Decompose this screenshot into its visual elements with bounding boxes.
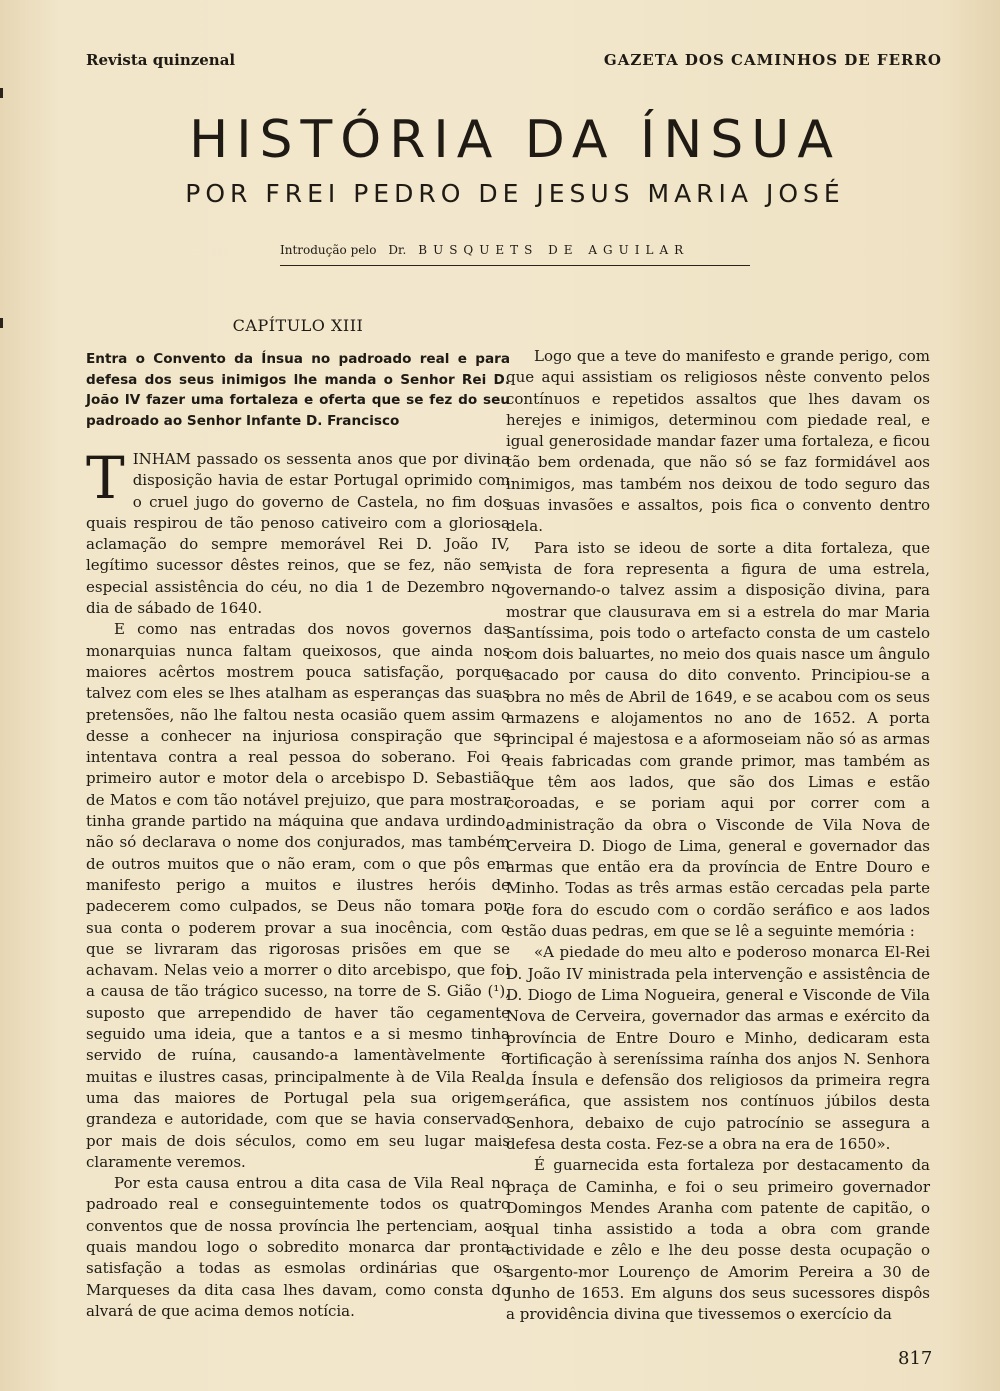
introduction-byline: [280, 243, 750, 266]
paragraph: Para isto se ideou de sorte a dita fortaleza, que vista de fora representa a figura de uma estrela, governando-o talvez assim a disposição divina, para mostrar que clausurava em si a estrela do mar Maria Santíssima, pois todo o artefacto consta de um castelo com dois baluartes, no meio dos quais nasce um ângulo sacado por causa do dito convento. Principiou-se a obra no mês de Abril de 1649, e se acabou com os seus armazens e alojamentos no ano de 1652. A porta principal é majestosa e a aformoseiam não só as armas reais fabricadas com grande primor, mas também as que têm aos lados, que são dos Limas e estão coroadas, e se poriam aqui por correr com a administração da obra o Visconde de Vila Nova de Cerveira D. Diogo de Lima, general e governador das armas que então era da província de Entre Douro e Minho. Todas as três armas estão cercadas pela parte de fora do escudo com o cordão seráfico e aos lados estão duas pedras, em que se lê a seguinte memória :: [506, 538, 930, 941]
chapter-heading: CAPÍTULO XIII: [232, 316, 364, 335]
header-left: Revista quinzenal: [86, 51, 236, 69]
paragraph: Por esta causa entrou a dita casa de Vila Real no padroado real e conseguintemente todos os quatro conventos que de nossa província lhe pertenciam, aos quais mandou logo o sobredito monarca dar pronta satisfação a todas as esmolas ordinárias que os Marqueses da dita casa lhes davam, como consta do alvará de que acima demos notícia.: [86, 1174, 510, 1320]
quoted-inscription: «A piedade do meu alto e poderoso monarca El-Rei D. João IV ministrada pela intervenção e assistência de D. Diogo de Lima Nogueira, general e Visconde de Vila Nova de Cerveira, governador das armas e exército da província de Entre Douro e Minho, dedicaram esta fortificação à sereníssima raínha dos anjos N. Senhora da Ínsula e defensão dos religiosos da primeira regra seráfica, que assistem nos contínuos júbilos desta Senhora, debaixo de cujo patrocínio se assegura a defesa desta costa. Fez-se a obra na era de 1650».: [506, 943, 930, 1153]
drop-cap: T: [86, 444, 125, 512]
page-number: 817: [898, 1348, 933, 1369]
intro-title: Dr.: [388, 243, 407, 257]
intro-prefix: Introdução pelo: [280, 243, 377, 257]
page-edge-mark: [0, 318, 3, 328]
article-subtitle: POR FREI PEDRO DE JESUS MARIA JOSÉ: [185, 179, 845, 208]
left-column: [86, 315, 510, 1322]
paragraph: E como nas entradas dos novos governos das monarquias nunca faltam queixosos, que ainda nos maiores acêrtos mostrem pouca satisfação, porque talvez com eles se lhes atalham as esperanças das suas pretensões, não lhe faltou nesta ocasião quem assim o desse a conhecer na injuriosa conspiração que se intentava contra a real pessoa do soberano. Foi o primeiro autor e motor dela o arcebispo D. Sebastião de Matos e com tão notável prejuizo, que para mostrar tinha grande partido na máquina que andava urdindo, não só declarava o nome dos conjurados, mas também de outros muitos que o não eram, com o que pôs em manifesto perigo a muitos e ilustres heróis de padecerem como culpados, se Deus não tomara por sua conta o poderem provar a sua inocência, com o que se livraram das rigorosas prisões em que se achavam. Nelas veio a morrer o dito arcebispo, que foi a causa de tão trágico sucesso, na torre de S. Gião (¹), suposto que arrependido de haver tão cegamente seguido uma ideia, que a tantos e a si mesmo tinha servido de ruína, causando-a lamentàvelmente a muitas e ilustres casas, principalmente à de Vila Real, uma das maiores de Portugal pela sua origem, grandeza e autoridade, com que se havia conservado por mais de dois séculos, como em seu lugar mais claramente veremos.: [86, 620, 510, 1171]
paragraph: É guarnecida esta fortaleza por destacamento da praça de Caminha, e foi o seu primeiro governador Domingos Mendes Aranha com patente de capitão, o qual tinha assistido a toda a obra com grande actividade e zêlo e lhe deu posse desta ocupação o sargento-mor Lourenço de Amorim Pereira a 30 de Junho de 1653. Em alguns dos seus sucessores dispôs a providência divina que tivessemos o exercício da: [506, 1156, 930, 1324]
right-column: [506, 346, 930, 1326]
page-edge-mark: [0, 88, 3, 98]
header-right: GAZETA DOS CAMINHOS DE FERRO: [603, 51, 942, 69]
paragraph: Logo que a teve do manifesto e grande perigo, com que aqui assistiam os religiosos nêste convento pelos contínuos e repetidos assaltos que lhes davam os herejes e inimigos, determinou com piedade real, e igual generosidade mandar fazer uma fortaleza, e ficou tão bem ordenada, que não só se faz formidável aos inimigos, mas também nos deixou de todo seguro das suas invasões e assaltos, pois fica o convento dentro dela.: [506, 347, 930, 536]
article-title: HISTÓRIA DA ÍNSUA: [189, 110, 841, 170]
intro-author-name: BUSQUETS DE AGUILAR: [418, 243, 690, 257]
chapter-summary: Entra o Convento da Ínsua no padroado real e para defesa dos seus inimigos lhe manda o Senhor Rei D. João IV fazer uma fortaleza e oferta que se fez do seu padroado ao Senhor Infante D. Francisco: [86, 351, 510, 429]
paragraph: [86, 444, 510, 619]
running-header: [86, 48, 942, 72]
paragraph-text: INHAM passado os sessenta anos que por divina disposição havia de estar Portugal oprimido com o cruel jugo do governo de Castela, no fim dos quais respirou de tão penoso cativeiro com a gloriosa aclamação do sempre memorável Rei D. João IV, legítimo sucessor dêstes reinos, que se fez, não sem especial assistência do céu, no dia 1 de Dezembro no dia de sábado de 1640.: [86, 450, 510, 618]
